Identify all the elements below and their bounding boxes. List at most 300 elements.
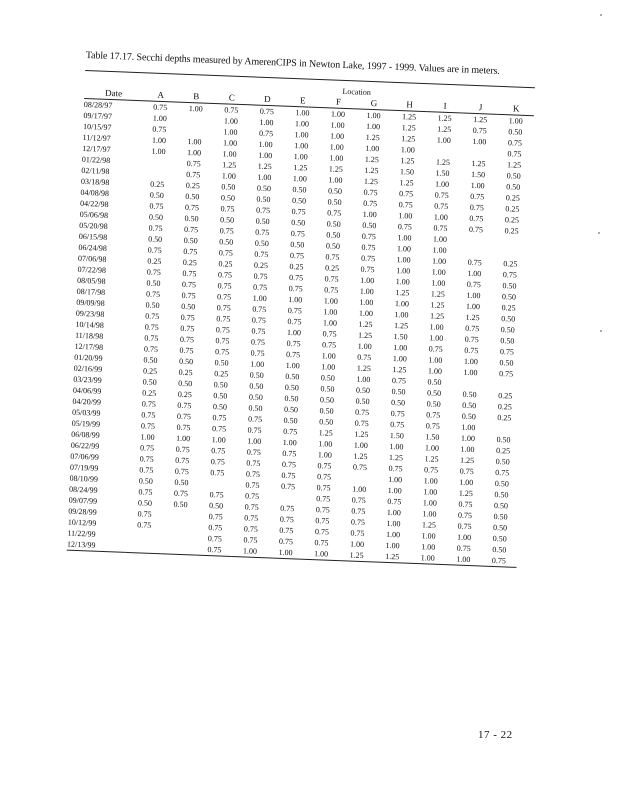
depth-cell-f: 0.75 bbox=[321, 340, 337, 350]
date-cell: 05/06/98 bbox=[79, 209, 109, 220]
date-cell: 07/06/99 bbox=[70, 451, 100, 462]
depth-cell-d: 0.50 bbox=[249, 370, 264, 381]
depth-cell-c: 1.00 bbox=[221, 171, 236, 181]
depth-cell-a: 0.75 bbox=[137, 520, 152, 530]
depth-cell-b: 0.75 bbox=[181, 290, 196, 301]
column-header-j: J bbox=[463, 102, 499, 115]
depth-cell-i: 1.25 bbox=[424, 454, 439, 464]
depth-cell-i: 1.00 bbox=[432, 245, 447, 255]
depth-cell-c: 0.50 bbox=[214, 358, 229, 368]
depth-cell-k: 0.50 bbox=[494, 479, 510, 489]
depth-cell-g: 0.75 bbox=[351, 495, 366, 506]
depth-cell-j: 0.75 bbox=[457, 510, 473, 521]
date-cell: 12/17/98 bbox=[74, 341, 104, 352]
depth-cell-f: 0.75 bbox=[314, 527, 330, 537]
depth-cell-i: 1.00 bbox=[429, 322, 444, 332]
depth-cell-i: 0.75 bbox=[434, 201, 449, 212]
date-cell: 04/22/98 bbox=[79, 198, 109, 209]
depth-cell-g: 1.00 bbox=[366, 110, 381, 121]
depth-cell-j: 1.00 bbox=[463, 367, 478, 378]
depth-cell-f: 0.75 bbox=[316, 483, 331, 493]
depth-cell-h: 0.75 bbox=[398, 189, 414, 199]
date-cell: 04/08/98 bbox=[80, 187, 110, 198]
depth-cell-c: 0.50 bbox=[213, 391, 228, 401]
date-cell: 03/18/98 bbox=[80, 176, 110, 187]
date-cell: 12/13/99 bbox=[67, 539, 126, 553]
depth-cell-j: 1.00 bbox=[461, 422, 476, 433]
depth-cell-d: 0.75 bbox=[245, 469, 261, 479]
depth-cell-i: 1.00 bbox=[431, 267, 446, 277]
depth-cell-a: 0.75 bbox=[146, 267, 162, 278]
depth-cell-g: 1.00 bbox=[365, 121, 381, 132]
depth-cell-e: 0.50 bbox=[283, 415, 298, 426]
depth-cell-h: 0.75 bbox=[388, 463, 403, 474]
depth-cell-a: 0.75 bbox=[141, 399, 156, 409]
depth-cell-j: 0.50 bbox=[462, 400, 477, 411]
depth-cell-f: 0.75 bbox=[324, 285, 339, 295]
depth-cell-i: 0.50 bbox=[426, 388, 442, 398]
depth-cell-g: 0.50 bbox=[362, 220, 377, 231]
depth-cell-b: 0.25 bbox=[182, 257, 198, 268]
depth-cell-k: 0.50 bbox=[499, 358, 514, 368]
depth-cell-b: 0.75 bbox=[180, 323, 195, 334]
date-cell: 06/08/99 bbox=[71, 429, 100, 440]
depth-cell-i: 0.50 bbox=[427, 377, 442, 387]
depth-cell-b: 0.25 bbox=[177, 389, 192, 400]
depth-cell-f: 1.00 bbox=[317, 450, 333, 460]
depth-cell-k: 0.75 bbox=[507, 138, 523, 148]
depth-cell-k: 0.50 bbox=[508, 127, 523, 137]
depth-cell-c: 0.50 bbox=[221, 182, 236, 192]
depth-cell-a: 0.75 bbox=[145, 311, 160, 322]
column-header-date: Date bbox=[84, 87, 143, 101]
depth-cell-h: 1.25 bbox=[400, 156, 415, 166]
depth-cell-a: 0.25 bbox=[150, 179, 165, 190]
column-header-i: I bbox=[427, 100, 463, 113]
date-cell: 07/06/98 bbox=[77, 253, 107, 264]
depth-cell-c: 0.75 bbox=[210, 457, 225, 467]
depth-cell-f: 0.75 bbox=[325, 252, 340, 262]
secchi-depth-table bbox=[67, 77, 535, 568]
depth-cell-e: 1.00 bbox=[293, 152, 308, 162]
depth-cell-g: 1.00 bbox=[349, 539, 365, 550]
depth-cell-e: 0.75 bbox=[288, 283, 303, 294]
depth-cell-f: 1.00 bbox=[328, 175, 343, 185]
column-header-k: K bbox=[498, 103, 534, 116]
depth-cell-i: 1.25 bbox=[435, 157, 451, 168]
depth-cell-i: 1.00 bbox=[431, 256, 447, 266]
depth-cell-d: 0.75 bbox=[247, 425, 262, 436]
depth-cell-a: 0.50 bbox=[146, 278, 161, 289]
depth-cell-a: 0.50 bbox=[145, 300, 160, 311]
depth-cell-c: 0.25 bbox=[218, 259, 233, 269]
depth-cell-d: 0.75 bbox=[247, 414, 263, 425]
date-cell: 05/03/99 bbox=[71, 407, 101, 418]
depth-cell-h: 1.00 bbox=[389, 441, 404, 452]
depth-cell-h: 1.00 bbox=[396, 255, 411, 265]
depth-cell-d: 0.75 bbox=[254, 249, 269, 260]
depth-cell-a: 0.50 bbox=[138, 476, 154, 486]
depth-cell-a: 0.75 bbox=[144, 333, 159, 343]
depth-cell-i: 0.75 bbox=[426, 410, 441, 420]
depth-cell-g: 0.75 bbox=[360, 253, 376, 264]
depth-cell-b: 0.75 bbox=[176, 422, 191, 433]
depth-cell-b: 0.75 bbox=[182, 268, 197, 279]
depth-cell-e: 1.00 bbox=[294, 130, 309, 140]
depth-cell-f: 1.00 bbox=[330, 109, 346, 119]
depth-cell-c: 0.25 bbox=[214, 369, 229, 379]
depth-cell-k: 0.50 bbox=[501, 292, 517, 302]
depth-cell-c: 0.50 bbox=[220, 193, 236, 203]
depth-cell-a: 0.75 bbox=[139, 465, 154, 475]
depth-cell-f: 0.75 bbox=[315, 516, 330, 526]
depth-cell-c: 1.00 bbox=[222, 138, 238, 148]
page-number: 17 - 22 bbox=[478, 729, 513, 741]
depth-cell-h: 0.50 bbox=[391, 386, 406, 397]
depth-cell-f: 1.25 bbox=[328, 164, 344, 174]
depth-cell-a: 0.75 bbox=[141, 410, 156, 420]
depth-cell-h: 1.00 bbox=[398, 211, 413, 221]
depth-cell-b: 0.75 bbox=[174, 466, 190, 477]
depth-cell-b: 0.75 bbox=[186, 158, 201, 169]
depth-cell-d: 0.75 bbox=[258, 128, 274, 139]
depth-cell-i: 1.00 bbox=[427, 366, 443, 376]
depth-cell-a: 0.75 bbox=[144, 322, 159, 332]
depth-cell-g: 0.75 bbox=[351, 506, 366, 517]
date-cell: 04/06/99 bbox=[72, 385, 102, 396]
date-cell: 09/09/98 bbox=[76, 297, 105, 308]
depth-cell-b: 0.75 bbox=[176, 411, 192, 422]
depth-cell-a: 0.75 bbox=[147, 245, 162, 256]
depth-cell-g: 1.25 bbox=[357, 330, 373, 341]
depth-cell-c: 0.75 bbox=[216, 303, 231, 313]
depth-cell-i: 1.00 bbox=[422, 498, 438, 508]
depth-cell-g: 0.75 bbox=[352, 462, 368, 473]
date-cell: 06/15/98 bbox=[78, 231, 108, 242]
depth-cell-k: 0.50 bbox=[502, 281, 517, 291]
depth-cell-f: 0.75 bbox=[317, 461, 332, 471]
depth-cell-c: 0.75 bbox=[215, 325, 231, 335]
depth-cell-j: 1.00 bbox=[459, 477, 474, 488]
date-cell: 09/07/99 bbox=[68, 495, 98, 506]
depth-cell-i: 1.00 bbox=[423, 476, 438, 486]
depth-cell-j: 1.25 bbox=[458, 488, 474, 499]
depth-cell-g: 1.00 bbox=[359, 286, 374, 297]
depth-cell-f: 0.75 bbox=[327, 208, 342, 218]
depth-cell-e: 0.75 bbox=[280, 481, 296, 492]
depth-cell-c: 0.75 bbox=[216, 292, 232, 302]
depth-cell-d: 0.75 bbox=[250, 337, 266, 348]
table-body bbox=[67, 98, 534, 567]
depth-cell-g: 0.50 bbox=[355, 396, 370, 407]
depth-cell-d: 0.50 bbox=[248, 392, 264, 403]
depth-cell-d: 1.00 bbox=[258, 139, 273, 150]
depth-cell-k: 0.75 bbox=[481, 555, 517, 568]
depth-cell-c: 0.75 bbox=[196, 544, 232, 557]
depth-cell-j: 0.75 bbox=[469, 202, 484, 213]
date-cell: 10/12/99 bbox=[67, 517, 97, 528]
depth-cell-a: 0.75 bbox=[145, 289, 161, 300]
depth-cell-k: 0.75 bbox=[495, 468, 510, 478]
depth-cell-f: 0.50 bbox=[320, 384, 335, 394]
depth-cell-j: 1.00 bbox=[472, 136, 487, 147]
depth-cell-f: 1.00 bbox=[330, 120, 345, 130]
date-cell: 02/16/99 bbox=[73, 363, 103, 374]
depth-cell-i: 1.50 bbox=[425, 432, 440, 442]
depth-cell-f: 1.00 bbox=[322, 318, 338, 328]
depth-cell-f: 0.75 bbox=[315, 505, 330, 515]
depth-cell-g: 0.75 bbox=[350, 517, 366, 528]
depth-cell-a: 0.75 bbox=[149, 201, 164, 212]
depth-cell-e: 1.00 bbox=[295, 108, 310, 118]
depth-cell-a: 0.75 bbox=[137, 509, 152, 519]
depth-cell-g: 1.00 bbox=[359, 297, 374, 308]
depth-cell-k: 0.25 bbox=[504, 215, 520, 225]
depth-cell-g: 0.75 bbox=[357, 352, 372, 363]
depth-cell-i: 1.00 bbox=[422, 509, 437, 519]
depth-cell-f: 1.00 bbox=[329, 142, 344, 152]
depth-cell-c: 1.00 bbox=[222, 149, 237, 159]
depth-cell-c: 0.75 bbox=[224, 105, 239, 115]
depth-cell-f: 1.25 bbox=[318, 428, 333, 438]
depth-cell-f: 1.00 bbox=[323, 307, 338, 317]
depth-cell-c: 0.75 bbox=[211, 424, 227, 434]
depth-cell-j: 0.75 bbox=[458, 499, 473, 510]
depth-cell-a: 1.00 bbox=[152, 113, 167, 124]
date-cell: 03/23/99 bbox=[73, 374, 102, 385]
depth-cell-a: 0.75 bbox=[140, 421, 156, 431]
table-sheet bbox=[67, 50, 536, 568]
depth-cell-e: 0.50 bbox=[284, 393, 299, 404]
depth-cell-h: 1.00 bbox=[395, 277, 410, 287]
depth-cell-e: 0.50 bbox=[285, 371, 300, 382]
depth-cell-f: 0.50 bbox=[327, 186, 343, 196]
depth-cell-k: 0.50 bbox=[500, 336, 515, 346]
depth-cell-j: 1.00 bbox=[467, 268, 482, 279]
depth-cell-i: 1.00 bbox=[421, 531, 436, 541]
depth-cell-d: 0.75 bbox=[244, 513, 259, 523]
depth-cell-k: 1.25 bbox=[506, 160, 522, 170]
table-caption: Table 17.17. Secchi depths measured by AmerenCIPS in Newton Lake, 1997 - 1999. Values are in meters. bbox=[85, 50, 501, 77]
depth-cell-e: 0.25 bbox=[289, 261, 304, 272]
depth-cell-e: 0.75 bbox=[281, 470, 296, 481]
depth-cell-c: 1.00 bbox=[223, 116, 239, 126]
depth-cell-a: 0.50 bbox=[148, 212, 164, 223]
depth-cell-h: 0.50 bbox=[390, 397, 406, 408]
depth-cell-a: 0.50 bbox=[143, 355, 158, 365]
depth-cell-c: 0.75 bbox=[211, 446, 226, 456]
depth-cell-k: 0.50 bbox=[493, 501, 509, 511]
depth-cell-i: 1.25 bbox=[430, 300, 445, 310]
depth-cell-j: 1.00 bbox=[466, 290, 481, 301]
depth-cell-g: 0.75 bbox=[361, 231, 377, 242]
depth-cell-f: 0.50 bbox=[326, 230, 341, 240]
date-cell: 06/24/98 bbox=[78, 242, 108, 253]
depth-cell-g: 0.75 bbox=[354, 418, 369, 429]
depth-cell-b bbox=[161, 542, 197, 555]
depth-cell-b: 0.75 bbox=[183, 224, 199, 235]
depth-cell-e: 0.75 bbox=[281, 459, 297, 470]
depth-cell-i: 0.75 bbox=[433, 223, 448, 234]
depth-cell-k: 1.00 bbox=[508, 116, 523, 126]
depth-cell-c: 1.25 bbox=[222, 160, 237, 170]
depth-cell-f: 1.00 bbox=[329, 153, 344, 163]
depth-cell-d: 1.00 bbox=[250, 359, 265, 370]
depth-cell-k: 0.25 bbox=[505, 193, 520, 203]
depth-cell-k: 0.25 bbox=[497, 413, 512, 423]
depth-cell-j: 1.50 bbox=[470, 169, 486, 180]
depth-cell-k: 0.50 bbox=[495, 457, 510, 467]
depth-cell-c: 0.75 bbox=[220, 204, 235, 214]
depth-cell-k: 0.25 bbox=[503, 259, 518, 269]
depth-cell-b: 1.00 bbox=[186, 147, 202, 158]
depth-cell-b: 0.75 bbox=[183, 246, 198, 257]
depth-cell-k: 0.25 bbox=[501, 303, 516, 313]
depth-cell-d: 1.00 bbox=[252, 293, 267, 304]
depth-cell-i: 1.00 bbox=[428, 355, 443, 365]
depth-cell-j: 0.75 bbox=[469, 213, 484, 224]
depth-cell-j: 1.00 bbox=[470, 180, 485, 191]
depth-cell-k: 0.50 bbox=[492, 522, 508, 533]
depth-cell-f: 0.25 bbox=[324, 263, 340, 273]
depth-cell-k: 0.50 bbox=[500, 325, 515, 335]
depth-cell-a: 1.00 bbox=[151, 146, 166, 157]
depth-cell-g: 1.25 bbox=[354, 429, 369, 440]
depth-cell-h: 1.00 bbox=[385, 540, 400, 551]
depth-cell-b: 1.00 bbox=[188, 103, 203, 114]
depth-cell-a: 0.25 bbox=[142, 388, 157, 398]
depth-cell-g: 1.00 bbox=[365, 143, 380, 154]
depth-cell-f: 1.00 bbox=[318, 439, 333, 449]
date-cell: 09/23/98 bbox=[75, 308, 105, 319]
depth-cell-j: 0.75 bbox=[456, 543, 471, 554]
depth-cell-f: 0.50 bbox=[319, 395, 335, 405]
depth-cell-c: 0.75 bbox=[216, 314, 231, 324]
depth-cell-b: 0.75 bbox=[186, 169, 201, 180]
depth-cell-b: 0.75 bbox=[173, 488, 189, 499]
depth-cell-d: 0.50 bbox=[255, 216, 270, 227]
depth-cell-c: 0.75 bbox=[212, 413, 227, 423]
depth-cell-j: 1.00 bbox=[463, 356, 479, 367]
depth-cell-f: 1.00 bbox=[329, 131, 345, 141]
depth-cell-c: 0.75 bbox=[214, 347, 230, 357]
depth-cell-k: 0.25 bbox=[497, 402, 512, 412]
depth-cell-k: 0.75 bbox=[502, 270, 518, 280]
depth-cell-e: 0.50 bbox=[292, 185, 307, 195]
depth-cell-a: 1.00 bbox=[151, 135, 167, 146]
depth-cell-g: 1.00 bbox=[358, 308, 374, 319]
depth-cell-h: 1.00 bbox=[392, 354, 407, 364]
depth-cell-f: 0.50 bbox=[318, 417, 334, 427]
depth-cell-j: 1.00 bbox=[456, 532, 472, 543]
depth-cell-d: 1.00 bbox=[258, 150, 273, 161]
depth-cell-a: 0.50 bbox=[142, 377, 157, 387]
depth-cell-h: 0.75 bbox=[390, 419, 405, 430]
column-header-g: G bbox=[356, 97, 392, 110]
date-cell: 07/22/98 bbox=[77, 264, 107, 275]
depth-cell-d: 0.75 bbox=[251, 315, 267, 326]
depth-cell-h: 1.00 bbox=[387, 485, 402, 496]
depth-cell-h: 1.00 bbox=[394, 299, 410, 309]
depth-cell-d: 0.25 bbox=[253, 260, 269, 271]
depth-cell-c: 0.50 bbox=[219, 215, 235, 225]
depth-cell-e: 0.75 bbox=[290, 229, 305, 239]
depth-cell-e: 0.75 bbox=[285, 349, 301, 360]
depth-cell-i: 1.25 bbox=[429, 311, 445, 321]
depth-cell-f: 0.50 bbox=[320, 373, 336, 383]
depth-cell-d: 1.00 bbox=[247, 436, 262, 447]
column-header-c: C bbox=[214, 92, 250, 105]
depth-cell-b: 1.00 bbox=[175, 433, 191, 444]
date-cell: 01/20/99 bbox=[74, 352, 103, 363]
depth-cell-j: 0.75 bbox=[472, 125, 487, 136]
depth-cell-k: 0.50 bbox=[494, 490, 509, 500]
depth-cell-i: 1.00 bbox=[423, 487, 438, 497]
depth-cell-i: 1.50 bbox=[435, 168, 450, 179]
depth-cell-h: 1.00 bbox=[394, 310, 409, 320]
depth-cell-e: 1.00 bbox=[288, 294, 303, 305]
depth-cell-g: 0.75 bbox=[362, 198, 378, 209]
depth-cell-g: 1.00 bbox=[360, 275, 375, 286]
depth-cell-g: 1.25 bbox=[353, 451, 368, 462]
depth-cell-e: 0.50 bbox=[290, 239, 305, 250]
depth-cell-h: 1.00 bbox=[397, 233, 412, 243]
depth-cell-h: 1.25 bbox=[388, 452, 404, 463]
depth-cell-c: 1.00 bbox=[211, 435, 226, 445]
scan-speck bbox=[600, 330, 602, 332]
depth-cell-e: 0.50 bbox=[284, 382, 300, 393]
date-cell: 01/22/98 bbox=[81, 154, 111, 166]
depth-cell-d: 0.75 bbox=[244, 491, 260, 501]
depth-cell-e: 0.75 bbox=[291, 207, 306, 217]
depth-cell-b: 0.75 bbox=[177, 400, 192, 411]
depth-cell-i: 1.25 bbox=[437, 124, 452, 135]
depth-cell-j: 1.00 bbox=[445, 553, 481, 566]
depth-cell-e: 1.00 bbox=[285, 360, 300, 371]
date-cell: 09/28/99 bbox=[68, 506, 97, 517]
date-cell: 09/17/97 bbox=[83, 110, 113, 122]
depth-cell-h: 1.25 bbox=[395, 288, 410, 298]
location-label: Location bbox=[342, 86, 372, 97]
date-cell: 08/24/99 bbox=[68, 484, 98, 495]
depth-cell-h: 1.00 bbox=[396, 266, 411, 276]
depth-cell-b: 0.25 bbox=[185, 180, 200, 191]
depth-cell-d: 0.75 bbox=[255, 205, 271, 216]
depth-cell-h: 1.25 bbox=[392, 365, 407, 375]
depth-cell-j: 0.75 bbox=[468, 224, 484, 235]
depth-cell-j: 0.75 bbox=[470, 191, 485, 202]
depth-cell-h: 1.25 bbox=[401, 112, 417, 122]
depth-cell-f: 0.50 bbox=[325, 241, 341, 251]
depth-cell-g: 1.25 bbox=[356, 363, 371, 374]
depth-cell-d: 0.75 bbox=[246, 447, 261, 458]
depth-cell-a: 0.75 bbox=[153, 102, 168, 113]
depth-cell-a: 0.50 bbox=[147, 234, 163, 245]
depth-cell-c: 0.75 bbox=[218, 248, 234, 258]
date-cell: 02/11/98 bbox=[81, 165, 110, 176]
depth-cell-i: 0.75 bbox=[434, 190, 449, 201]
depth-cell-e: 0.75 bbox=[286, 338, 301, 349]
depth-cell-d: 1.00 bbox=[232, 545, 268, 558]
column-header-h: H bbox=[392, 99, 428, 112]
depth-cell-g: 1.00 bbox=[356, 374, 371, 385]
depth-cell-g: 0.75 bbox=[360, 264, 375, 275]
depth-cell-j: 1.25 bbox=[465, 312, 480, 323]
depth-cell-e: 1.00 bbox=[292, 174, 308, 184]
depth-cell-e: 1.00 bbox=[294, 119, 310, 129]
depth-cell-d: 0.75 bbox=[252, 304, 267, 315]
depth-cell-i: 1.00 bbox=[421, 542, 436, 552]
